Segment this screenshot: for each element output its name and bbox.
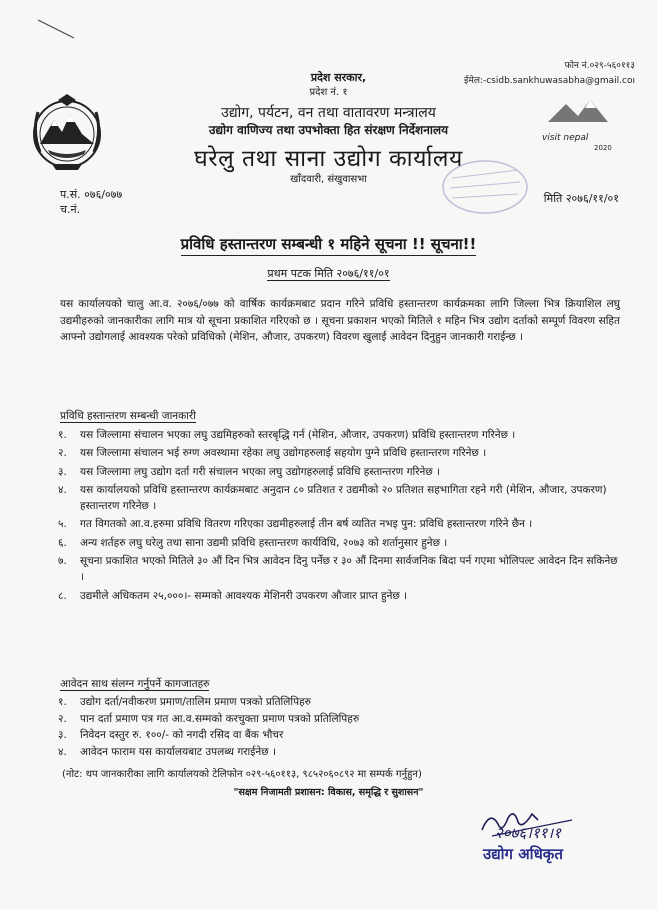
reference-number: प.सं. ०७६/०७७ [60, 188, 123, 201]
visit-nepal-year: 2020 [594, 144, 612, 152]
notice-title-text: प्रविधि हस्तान्तरण सम्बन्धी १ महिने सूचना !! सूचना!! [181, 235, 477, 256]
item-number: २. [58, 712, 67, 725]
header-office-name: घरेलु तथा साना उद्योग कार्यालय [194, 146, 463, 172]
visit-nepal-logo [538, 92, 633, 154]
dispatch-number: च.नं. [60, 203, 81, 216]
item-number: १. [58, 429, 67, 441]
email-address: ईमेल:-csidb.sankhuwasabha@gmail.coı [464, 76, 635, 86]
first-publication-date [0, 266, 657, 281]
header-province-number: प्रदेश नं. १ [309, 87, 348, 98]
item-number: ८. [58, 589, 67, 602]
item-number: ३. [58, 465, 67, 478]
item-number: ५. [58, 518, 67, 531]
item-text: उद्यमीले अधिकतम २५,०००।- सम्मको आवश्यक मेशिनरी उपकरण औजार प्राप्त हुनेछ । [80, 589, 408, 602]
letter-date: मिति २०७६/११/०१ [543, 192, 619, 205]
item-text: यस जिल्लामा लघु उद्योग दर्ता गरी संचालन भएका लघु उद्योगहरुलाई प्रविधि हस्तान्तरण गरिनेछ । [80, 465, 441, 478]
list-item [58, 744, 618, 761]
item-number: ३. [58, 729, 67, 741]
item-number: ४. [58, 745, 67, 758]
notice-intro-paragraph: यस कार्यालयको चालु आ.व. २०७६/०७७ को वार्षिक कार्यक्रमबाट प्रदान गरिने प्रविधि हस्तान्तरण कार्यक्रमका लागि जिल्ला भित्र क्रियाशिल लघु उद्यमीहरुको जानकारीका लागि मात्र यो सूचना प्रकाशित गरिएको छ । सूचना प्रकाशन भएको मितिले १ महिन भित्र उद्योग दर्ताको सम्पूर्ण विवरण सहित आफ्नो उद्योगलाई आवश्यक परेको प्रविधिको (मेशिन, औजार, उपकरण) विवरण खुलाई आवेदन दिनुहुन जानकारी गराईन्छ । [60, 298, 620, 343]
item-text: आवेदन फाराम यस कार्यालयबाट उपलब्ध गराईनेछ । [80, 745, 276, 758]
list-item [58, 588, 618, 604]
item-text: सूचना प्रकाशित भएको मितिले ३० औं दिन भित्र आवेदन दिनु पर्नेछ र ३० औं दिनमा सार्वजनिक बिदा पर्न गएमा भोलिपल्ट आवेदन दिन सकिनेछ । [80, 555, 618, 584]
list-item [58, 727, 618, 744]
header-address: खाँदवारी, संखुवासभा [290, 174, 367, 185]
item-number: ६. [58, 536, 67, 549]
item-text: निवेदन दस्तुर रु. १००/- को नगदी रसिद वा बैंक भौचर [80, 729, 284, 741]
header-ministry: उद्योग, पर्यटन, वन तथा वातावरण मन्त्रालय [221, 105, 436, 121]
item-text: यस कार्यालयको प्रविधि हस्तान्तरण कार्यक्रमबाट अनुदान ८० प्रतिशत र उद्यमीको २० प्रतिशत सहभागिता रहने गरी (मेशिन, औजार, उपकरण) हस्तान्तरण गरिनेछ । [80, 483, 607, 513]
section-heading: प्रविधि हस्तान्तरण सम्बन्धी जानकारी [60, 410, 196, 422]
list-item [58, 711, 618, 728]
list-item [58, 464, 618, 480]
officer-stamp: उद्योग अधिकृत [483, 845, 563, 863]
header-directorate: उद्योग वाणिज्य तथा उपभोक्ता हित संरक्षण निर्देशनालय [208, 123, 449, 137]
item-text: पान दर्ता प्रमाण पत्र गत आ.व.सम्मको करचुक्ता प्रमाण पत्रको प्रतिलिपिहरु [80, 712, 360, 725]
motto: "सक्षम निजामती प्रशासन: विकास, समृद्धि र सुशासन" [233, 787, 424, 798]
signature-date: २०७६।११।१ [495, 824, 561, 842]
item-text: अन्य शर्तहरु लघु घरेलु तथा साना उद्यमी प्रविधि हस्तान्तरण कार्यविधि, २०७३ को शर्तानुसार हुनेछ । [80, 536, 448, 549]
item-text: गत विगतको आ.व.हरुमा प्रविधि वितरण गरिएका उद्यमीहरुलाई तीन बर्ष व्यतित नभइ पुन: प्रविधि हस्तान्तरण गरिने छैन । [80, 518, 533, 531]
list-item [58, 535, 618, 551]
first-date-text: प्रथम पटक मिति २०७६/११/०१ [267, 267, 390, 280]
item-number: २. [58, 447, 67, 460]
item-text: उद्योग दर्ता/नवीकरण प्रमाण/तालिम प्रमाण पत्रको प्रतिलिपिहरु [80, 696, 311, 708]
pen-mark [36, 18, 76, 40]
list-item [58, 482, 618, 515]
item-text: यस जिल्लामा संचालन भएका लघु उद्यमिहरुको स्तरबृद्धि गर्न (मेशिन, औजार, उपकरण) प्रविधि हस्तान्तरण गरिनेछ । [80, 429, 516, 441]
item-number: ७. [58, 555, 67, 568]
list-item [58, 427, 618, 443]
list-item [58, 516, 618, 532]
office-stamp-faint [440, 158, 530, 216]
section-heading: आवेदन साथ संलग्न गर्नुपर्ने कागजातहरु [60, 678, 210, 690]
visit-nepal-text: visit nepal [542, 133, 589, 143]
contact-note: (नोट: थप जानकारीका लागि कार्यालयको टेलिफोन ०२९-५६०११३, ९८५२०६०८९२ मा सम्पर्क गर्नुहुन) [62, 769, 422, 780]
list-item [58, 553, 618, 586]
list-item [58, 445, 618, 461]
notice-title [0, 234, 657, 254]
section-required-documents [60, 677, 209, 691]
item-text: यस जिल्लामा संचालन भई रुग्ण अवस्थामा रहेका लघु उद्योगहरुलाई सहयोग पुग्ने प्रविधि हस्तान्तरण गरिनेछ । [80, 447, 487, 460]
required-documents-list [58, 694, 618, 760]
header-province-government: प्रदेश सरकार, [310, 71, 367, 84]
section-technology-transfer-info [60, 409, 196, 423]
item-number: १. [58, 696, 67, 708]
phone-number: फोन नं.०२९-५६०११३ [564, 61, 635, 71]
item-number: ४. [58, 483, 67, 496]
technology-transfer-list [58, 427, 618, 606]
list-item [58, 694, 618, 711]
